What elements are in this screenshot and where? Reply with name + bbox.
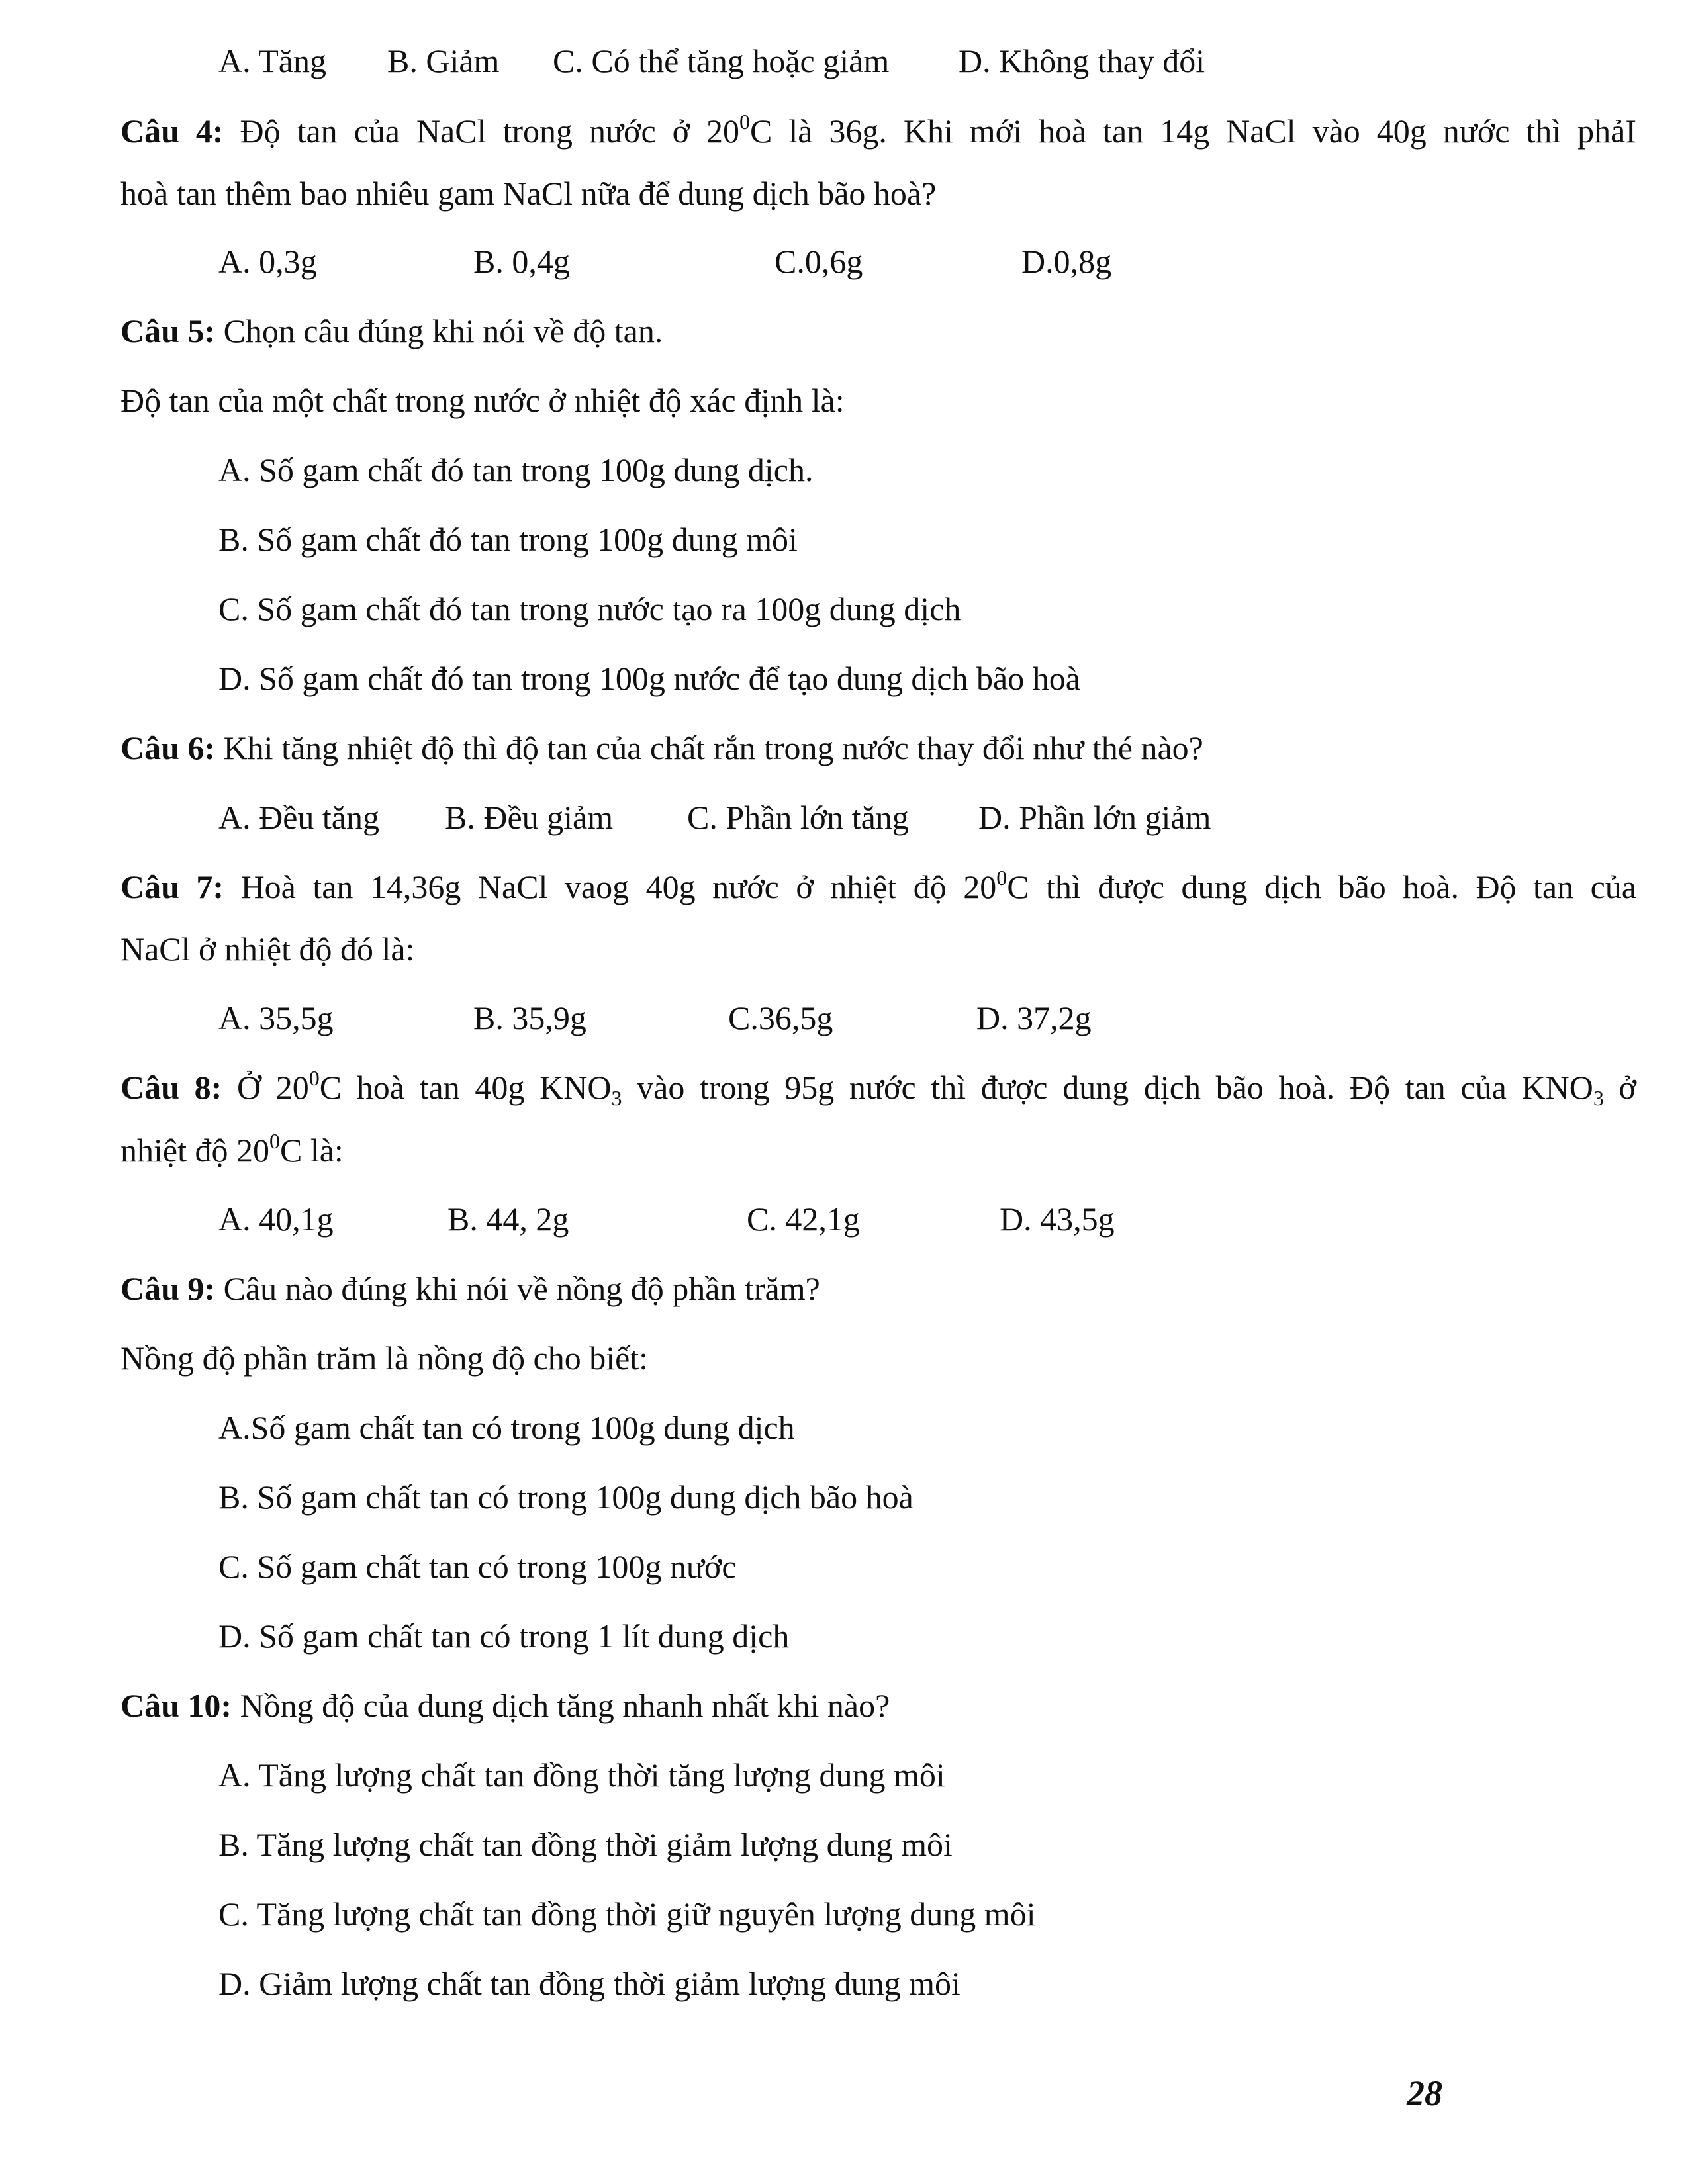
- q3-option-b: B. Giảm: [387, 42, 500, 79]
- q7-option-a: A. 35,5g: [218, 999, 334, 1036]
- q4-option-a: A. 0,3g: [218, 243, 317, 280]
- q3-option-c: C. Có thể tăng hoặc giảm: [553, 42, 890, 79]
- q10-option-a: A. Tăng lượng chất tan đồng thời tăng lượng dung môi: [218, 1756, 945, 1794]
- q8-option-c: C. 42,1g: [747, 1201, 860, 1238]
- q8-stem-line-2: nhiệt độ $20^0C$ là:: [120, 1129, 344, 1169]
- q4-stem-line-1: Câu 4: Độ tan của NaCl trong nước ở $20^0C$ là 36g. Khi mới hoà tan 14g NaCl vào 40g nước thì phảI: [120, 110, 1636, 150]
- q3-option-d: D. Không thay đổi: [959, 42, 1205, 79]
- q6-option-a: A. Đều tăng: [218, 799, 379, 836]
- q9-option-c: C. Số gam chất tan có trong 100g nước: [218, 1548, 737, 1585]
- q7-label: Câu 7:: [120, 868, 224, 905]
- q5-option-a: A. Số gam chất đó tan trong 100g dung dịch.: [218, 451, 814, 488]
- q4-label: Câu 4:: [120, 113, 224, 150]
- q8-stem-line-1: Câu 8: Ở $20^0C$ hoà tan 40g $KNO_3$ vào trong 95g nước thì được dung dịch bão hoà. Độ tan của $KNO_3$ ở: [120, 1066, 1636, 1110]
- q9-lead: Nồng độ phần trăm là nồng độ cho biết:: [120, 1340, 649, 1377]
- q8-label: Câu 8:: [120, 1069, 222, 1106]
- q5-option-b: B. Số gam chất đó tan trong 100g dung môi: [218, 521, 798, 558]
- q9-option-b: B. Số gam chất tan có trong 100g dung dịch bão hoà: [218, 1479, 914, 1516]
- q5-label: Câu 5:: [120, 312, 216, 349]
- q10-option-c: C. Tăng lượng chất tan đồng thời giữ nguyên lượng dung môi: [218, 1895, 1036, 1933]
- q9-option-d: D. Số gam chất tan có trong 1 lít dung dịch: [218, 1617, 790, 1655]
- q4-option-c: C.0,6g: [774, 243, 863, 280]
- q10-option-d: D. Giảm lượng chất tan đồng thời giảm lượng dung môi: [218, 1965, 961, 2002]
- q7-stem-line-1: Câu 7: Hoà tan 14,36g NaCl vaog 40g nước ở nhiệt độ $20^0C$ thì được dung dịch bão hoà. Độ tan của: [120, 866, 1636, 905]
- q10-label: Câu 10:: [120, 1687, 232, 1724]
- q5-stem: Câu 5: Chọn câu đúng khi nói về độ tan.: [120, 312, 663, 349]
- q9-label: Câu 9:: [120, 1270, 216, 1307]
- q8-option-d: D. 43,5g: [1000, 1201, 1115, 1238]
- q7-option-b: B. 35,9g: [473, 999, 586, 1036]
- q7-option-d: D. 37,2g: [976, 999, 1092, 1036]
- q5-lead: Độ tan của một chất trong nước ở nhiệt độ xác định là:: [120, 382, 845, 419]
- q6-stem: Câu 6: Khi tăng nhiệt độ thì độ tan của chất rắn trong nước thay đổi như thé nào?: [120, 729, 1203, 766]
- q8-option-a: A. 40,1g: [218, 1201, 334, 1238]
- q6-option-b: B. Đều giảm: [445, 799, 614, 836]
- q9-option-a: A.Số gam chất tan có trong 100g dung dịch: [218, 1409, 795, 1446]
- q9-stem: Câu 9: Câu nào đúng khi nói về nồng độ phần trăm?: [120, 1270, 820, 1307]
- q7-stem-line-2: NaCl ở nhiệt độ đó là:: [120, 931, 415, 968]
- q10-option-b: B. Tăng lượng chất tan đồng thời giảm lượng dung môi: [218, 1826, 953, 1863]
- q4-stem-line-2: hoà tan thêm bao nhiêu gam NaCl nữa để dung dịch bão hoà?: [120, 175, 937, 212]
- page-number: 28: [1407, 2073, 1442, 2113]
- q10-stem: Câu 10: Nồng độ của dung dịch tăng nhanh nhất khi nào?: [120, 1687, 890, 1724]
- q8-option-b: B. 44, 2g: [447, 1201, 569, 1238]
- q5-option-c: C. Số gam chất đó tan trong nước tạo ra 100g dung dịch: [218, 590, 961, 627]
- q4-option-b: B. 0,4g: [473, 243, 570, 280]
- q6-option-d: D. Phần lớn giảm: [978, 799, 1211, 836]
- q6-option-c: C. Phần lớn tăng: [687, 799, 909, 836]
- q6-label: Câu 6:: [120, 729, 216, 766]
- q7-option-c: C.36,5g: [728, 999, 833, 1036]
- q4-option-d: D.0,8g: [1021, 243, 1112, 280]
- q5-option-d: D. Số gam chất đó tan trong 100g nước để tạo dung dịch bão hoà: [218, 660, 1080, 697]
- q3-option-a: A. Tăng: [218, 42, 326, 79]
